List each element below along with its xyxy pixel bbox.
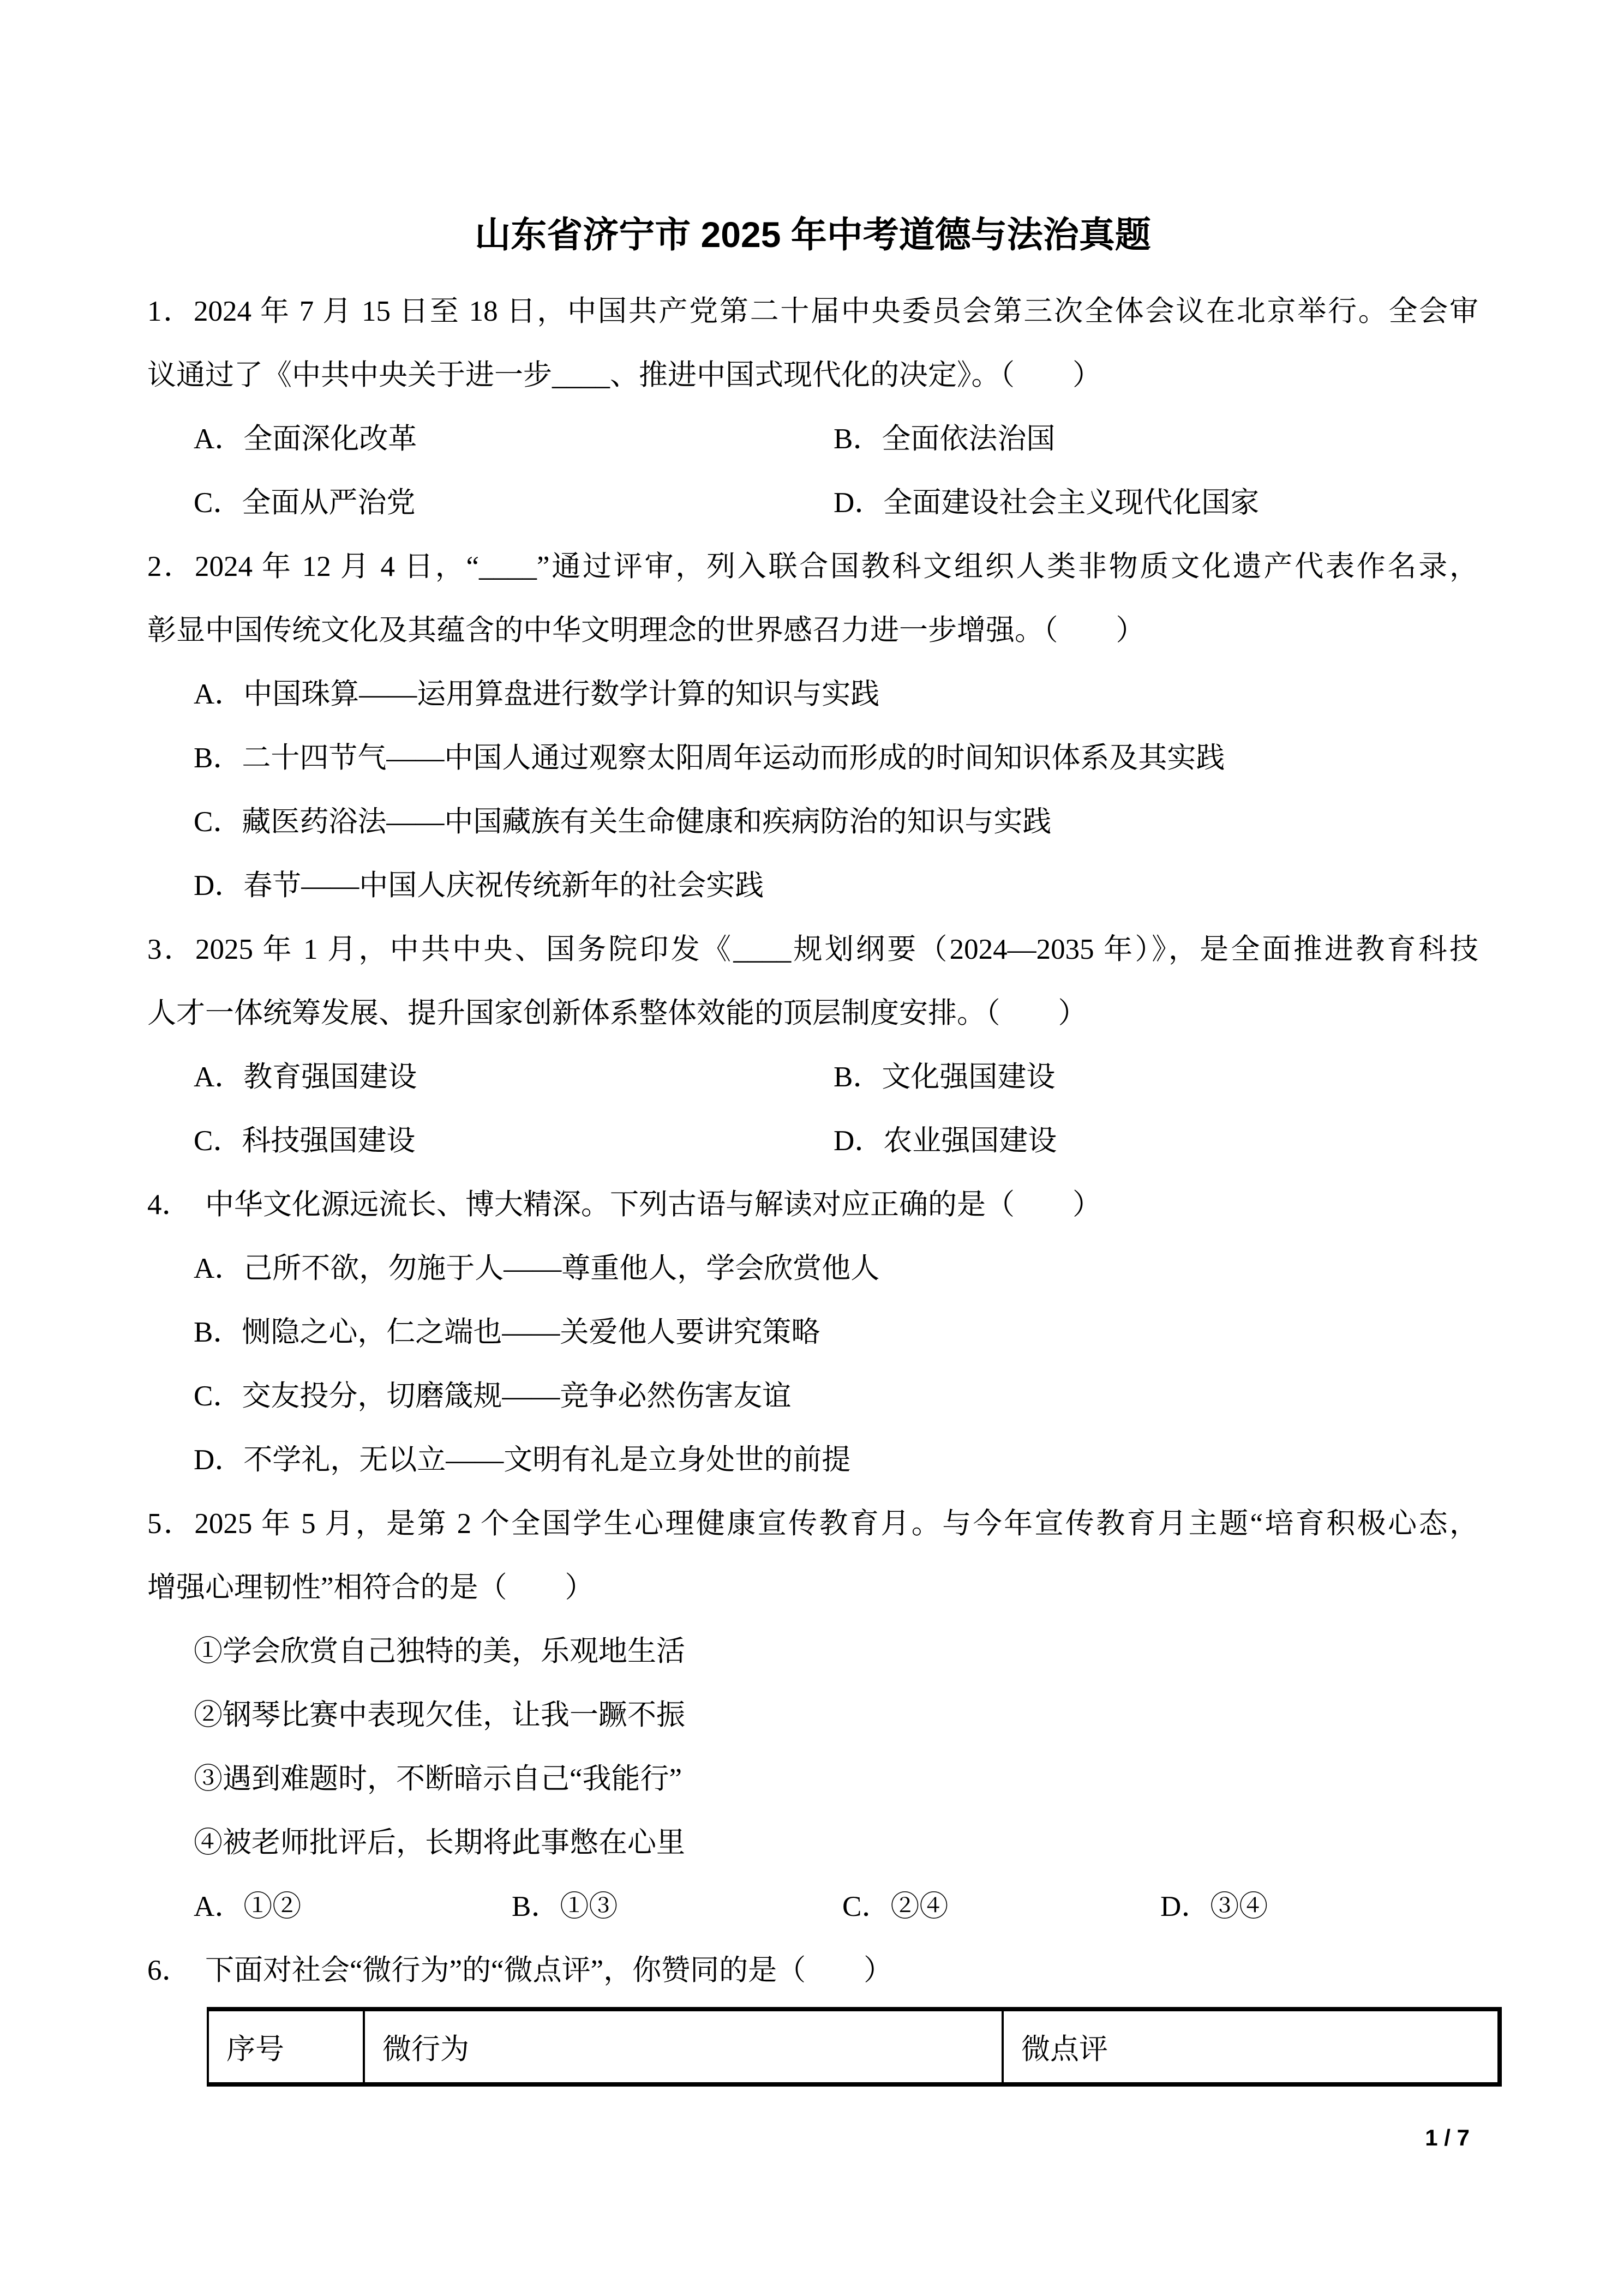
- page-content: [147, 194, 1478, 2087]
- q5-item-2: ②钢琴比赛中表现欠佳，让我一蹶不振: [194, 1699, 685, 1731]
- q1-option-b: B．全面依法治国: [834, 423, 1056, 455]
- q1-options-row-2: [147, 471, 1478, 535]
- q2-stem-line-1: 2．2024 年 12 月 4 日，“____”通过评审，列入联合国教科文组织人类非物质文化遗产代表作名录，: [147, 551, 1478, 582]
- q6-table-header-row: [208, 2009, 1500, 2084]
- q5-option-d: D．③④: [1160, 1891, 1268, 1922]
- q4-option-d: D．不学礼，无以立——文明有礼是立身处世的前提: [194, 1444, 851, 1476]
- q5-item-4: ④被老师批评后，长期将此事憋在心里: [194, 1827, 685, 1859]
- q1-stem-line-1: 1．2024 年 7 月 15 日至 18 日，中国共产党第二十届中央委员会第三次全体会议在北京举行。全会审: [147, 296, 1478, 327]
- q6-table: [207, 2007, 1502, 2087]
- q5-options-row: [147, 1875, 1478, 1939]
- q1-options-row-1: [147, 407, 1478, 471]
- q3-option-b: B．文化强国建设: [834, 1061, 1056, 1093]
- q6-stem-line-1: 6． 下面对社会“微行为”的“微点评”，你赞同的是（ ）: [147, 1955, 893, 1986]
- page-title: 山东省济宁市 2025 年中考道德与法治真题: [475, 214, 1151, 255]
- q1-option-a: A．全面深化改革: [194, 423, 417, 455]
- q3-option-c: C．科技强国建设: [194, 1125, 416, 1157]
- q3-stem-line-1: 3．2025 年 1 月，中共中央、国务院印发《____规划纲要（2024—2035 年）》，是全面推进教育科技: [147, 934, 1478, 965]
- q3-option-d: D．农业强国建设: [834, 1125, 1057, 1157]
- q5-item-1: ①学会欣赏自己独特的美，乐观地生活: [194, 1636, 685, 1667]
- q4-option-a: A．己所不欲，勿施于人——尊重他人，学会欣赏他人: [194, 1253, 880, 1284]
- page-number: 1 / 7: [1425, 2125, 1470, 2150]
- q5-option-c: C．②④: [842, 1891, 949, 1922]
- q6-table-header-weidianping: 微点评: [1003, 2009, 1500, 2084]
- q6-table-header-weixingwei: 微行为: [364, 2009, 1003, 2084]
- q5-stem-line-1: 5．2025 年 5 月，是第 2 个全国学生心理健康宣传教育月。与今年宣传教育月主题“培育积极心态，: [147, 1508, 1478, 1540]
- q6-table-header-xuhao: 序号: [208, 2009, 364, 2084]
- q3-option-a: A．教育强国建设: [194, 1061, 417, 1093]
- q2-option-d: D．春节——中国人庆祝传统新年的社会实践: [194, 870, 764, 901]
- q5-option-b: B．①③: [512, 1891, 618, 1922]
- q5-item-3: ③遇到难题时，不断暗示自己“我能行”: [194, 1763, 682, 1795]
- q2-option-b: B．二十四节气——中国人通过观察太阳周年运动而形成的时间知识体系及其实践: [194, 742, 1225, 774]
- q2-option-a: A．中国珠算——运用算盘进行数学计算的知识与实践: [194, 678, 880, 710]
- q1-stem-line-2: 议通过了《中共中央关于进一步____、推进中国式现代化的决定》。（ ）: [147, 359, 1101, 391]
- q5-stem-line-2: 增强心理韧性”相符合的是（ ）: [147, 1572, 594, 1603]
- q4-option-b: B．恻隐之心，仁之端也——关爱他人要讲究策略: [194, 1317, 820, 1348]
- q3-options-row-1: [147, 1045, 1478, 1109]
- q1-option-d: D．全面建设社会主义现代化国家: [834, 487, 1260, 519]
- q3-options-row-2: [147, 1109, 1478, 1173]
- q2-stem-line-2: 彰显中国传统文化及其蕴含的中华文明理念的世界感召力进一步增强。（ ）: [147, 615, 1145, 646]
- q4-option-c: C．交友投分，切磨箴规——竞争必然伤害友谊: [194, 1380, 792, 1412]
- q2-option-c: C．藏医药浴法——中国藏族有关生命健康和疾病防治的知识与实践: [194, 806, 1052, 838]
- q3-stem-line-2: 人才一体统筹发展、提升国家创新体系整体效能的顶层制度安排。（ ）: [147, 997, 1087, 1029]
- q1-option-c: C．全面从严治党: [194, 487, 416, 519]
- q4-stem-line-1: 4． 中华文化源远流长、博大精深。下列古语与解读对应正确的是（ ）: [147, 1189, 1101, 1221]
- q5-option-a: A．①②: [194, 1891, 302, 1922]
